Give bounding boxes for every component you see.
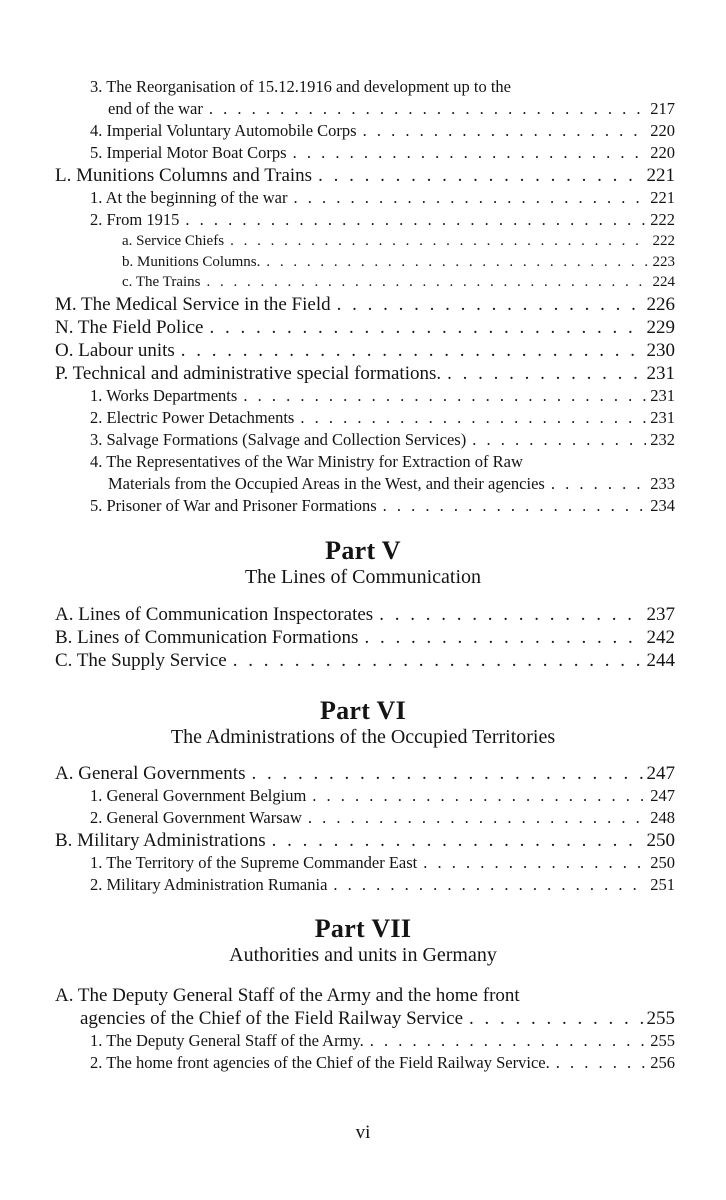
- toc-entry: [0, 339, 675, 362]
- toc-entry: [0, 1052, 675, 1074]
- toc-entry-title: a. Service Chiefs: [122, 233, 225, 249]
- dot-leader: [447, 362, 642, 385]
- part-vii-heading: [0, 914, 726, 967]
- dot-leader: [272, 829, 643, 852]
- toc-entry: [0, 316, 675, 339]
- toc-page-number: 220: [650, 143, 675, 162]
- toc-block-part-iv-continued: [0, 76, 726, 517]
- part-v-heading: [0, 536, 726, 589]
- toc-page-number: 255: [650, 1031, 675, 1050]
- dot-leader: [181, 339, 643, 362]
- toc-entry-title: 1. Works Departments: [90, 385, 238, 405]
- toc-entry: [0, 293, 675, 316]
- toc-entry-title: B. Military Administrations: [55, 830, 266, 851]
- toc-block-part-vi: [0, 762, 726, 896]
- toc-entry-title: B. Lines of Communication Formations: [55, 627, 359, 648]
- toc-entry: [0, 603, 675, 626]
- toc-page-number: 229: [646, 316, 675, 338]
- toc-entry-continuation: [0, 473, 675, 495]
- toc-page-number: 234: [650, 495, 675, 515]
- toc-entry-title: 2. General Government Warsaw: [90, 808, 302, 827]
- toc-entry-title: agencies of the Chief of the Field Railway Service: [80, 1008, 464, 1029]
- dot-leader: [333, 874, 646, 896]
- toc-entry-title: 1. General Government Belgium: [90, 786, 307, 805]
- dot-leader: [209, 316, 642, 339]
- toc-entry-title: 4. The Representatives of the War Ministry for Extraction of Raw: [90, 451, 523, 471]
- toc-entry-title: N. The Field Police: [55, 316, 204, 338]
- toc-page-number: 250: [650, 853, 675, 872]
- toc-page-number: 250: [646, 830, 675, 851]
- toc-entry: [0, 209, 675, 231]
- toc-page-number: 226: [646, 293, 675, 315]
- dot-leader: [383, 495, 647, 517]
- toc-page-number: 232: [650, 429, 675, 449]
- toc-entry: [0, 649, 675, 672]
- toc-page-number: 231: [646, 362, 675, 384]
- part-title: Part VI: [319, 696, 407, 725]
- toc-page-number: 230: [646, 339, 675, 361]
- toc-entry: [0, 231, 675, 252]
- part-vi-heading: [0, 696, 726, 749]
- part-subtitle: The Lines of Communication: [244, 566, 482, 588]
- toc-entry-title: 5. Imperial Motor Boat Corps: [90, 143, 287, 162]
- toc-entry: [0, 272, 675, 293]
- dot-leader: [472, 429, 646, 451]
- dot-leader: [370, 1030, 647, 1052]
- toc-entry-title: L. Munitions Columns and Trains: [55, 165, 313, 186]
- toc-entry-title: P. Technical and administrative special formations.: [55, 362, 442, 384]
- toc-entry-title: 2. From 1915: [90, 210, 180, 229]
- toc-entry-title: 5. Prisoner of War and Prisoner Formations: [90, 495, 377, 515]
- dot-leader: [206, 272, 648, 293]
- toc-page-number: 255: [646, 1008, 675, 1029]
- toc-block-part-vii: [0, 984, 726, 1074]
- toc-entry-title: A. The Deputy General Staff of the Army and the home front: [55, 985, 520, 1006]
- toc-page-number: 222: [650, 210, 675, 229]
- dot-leader: [337, 293, 643, 316]
- toc-entry-title: 2. Electric Power Detachments: [90, 407, 295, 427]
- toc-page-number: 220: [650, 121, 675, 140]
- toc-page-number: 231: [650, 407, 675, 427]
- toc-entry: [0, 407, 675, 429]
- dot-leader: [469, 1007, 642, 1030]
- part-subtitle: Authorities and units in Germany: [229, 944, 497, 966]
- toc-entry: [0, 626, 675, 649]
- toc-page-number: 247: [646, 763, 675, 784]
- toc-entry: [0, 142, 675, 164]
- toc-entry-title: c. The Trains: [122, 274, 201, 290]
- toc-entry-title: 2. The home front agencies of the Chief of the Field Railway Service.: [90, 1053, 550, 1072]
- toc-page-number: 217: [650, 99, 675, 118]
- toc-entry-title: A. General Governments: [55, 763, 246, 784]
- toc-page-number: 248: [650, 808, 675, 827]
- toc-page-number: 256: [650, 1053, 675, 1072]
- toc-entry-title: C. The Supply Service: [55, 650, 227, 671]
- toc-entry-title: 3. Salvage Formations (Salvage and Collection Services): [90, 429, 467, 449]
- dot-leader: [312, 785, 646, 807]
- toc-entry: [0, 829, 675, 852]
- toc-page-number: 221: [646, 165, 675, 186]
- dot-leader: [293, 142, 647, 164]
- toc-page-number: 247: [650, 786, 675, 805]
- toc-entry-title: end of the war: [108, 99, 203, 118]
- toc-entry-continuation: [0, 1007, 675, 1030]
- toc-entry: [0, 385, 675, 407]
- toc-entry: [0, 362, 675, 385]
- dot-leader: [266, 252, 648, 273]
- toc-entry-title: 1. At the beginning of the war: [90, 188, 288, 207]
- toc-entry: [0, 852, 675, 874]
- toc-entry: [0, 451, 675, 473]
- toc-page-number: 231: [650, 385, 675, 405]
- toc-entry: [0, 807, 675, 829]
- dot-leader: [294, 187, 647, 209]
- toc-entry-continuation: [0, 98, 675, 120]
- dot-leader: [209, 98, 646, 120]
- toc-entry-title: 1. The Territory of the Supreme Commander East: [90, 853, 418, 872]
- dot-leader: [233, 649, 643, 672]
- toc-page-number: 223: [652, 253, 675, 270]
- toc-page-number: 222: [652, 233, 675, 249]
- toc-page-number: 244: [646, 650, 675, 671]
- dot-leader: [556, 1052, 647, 1074]
- toc-entry: [0, 187, 675, 209]
- toc-entry: [0, 164, 675, 187]
- dot-leader: [185, 209, 646, 231]
- dot-leader: [423, 852, 646, 874]
- toc-page-number: 224: [652, 274, 675, 290]
- toc-entry-title: 4. Imperial Voluntary Automobile Corps: [90, 121, 357, 140]
- dot-leader: [243, 385, 646, 407]
- dot-leader: [363, 120, 647, 142]
- toc-page-number: 237: [646, 604, 675, 625]
- toc-entry: [0, 1030, 675, 1052]
- toc-entry: [0, 120, 675, 142]
- toc-page-number: 221: [650, 188, 675, 207]
- toc-entry: [0, 495, 675, 517]
- dot-leader: [300, 407, 646, 429]
- toc-entry-title: 2. Military Administration Rumania: [90, 875, 328, 894]
- toc-entry-title: A. Lines of Communication Inspectorates: [55, 604, 374, 625]
- dot-leader: [318, 164, 642, 187]
- toc-page-number: 242: [646, 627, 675, 648]
- toc-entry-title: Materials from the Occupied Areas in the West, and their agencies: [108, 473, 545, 493]
- dot-leader: [230, 231, 648, 252]
- toc-entry: [0, 785, 675, 807]
- toc-entry: [0, 762, 675, 785]
- toc-entry-title: M. The Medical Service in the Field: [55, 293, 331, 315]
- toc-page-number: 233: [650, 473, 675, 493]
- toc-entry: [0, 76, 675, 98]
- dot-leader: [551, 473, 646, 495]
- dot-leader: [251, 762, 642, 785]
- toc-entry-title: O. Labour units: [55, 339, 175, 361]
- toc-entry: [0, 429, 675, 451]
- toc-entry-title: b. Munitions Columns.: [122, 253, 261, 270]
- dot-leader: [364, 626, 642, 649]
- part-subtitle: The Administrations of the Occupied Territories: [170, 726, 556, 748]
- toc-entry: [0, 984, 675, 1007]
- toc-block-part-v: [0, 603, 726, 672]
- dot-leader: [379, 603, 642, 626]
- toc-entry: [0, 252, 675, 273]
- part-title: Part VII: [314, 914, 412, 943]
- part-title: Part V: [325, 536, 401, 565]
- toc-entry-title: 3. The Reorganisation of 15.12.1916 and development up to the: [90, 77, 511, 96]
- toc-entry: [0, 874, 675, 896]
- page-number: vi: [355, 1122, 371, 1143]
- toc-page-number: 251: [650, 875, 675, 894]
- dot-leader: [308, 807, 646, 829]
- toc-entry-title: 1. The Deputy General Staff of the Army.: [90, 1031, 364, 1050]
